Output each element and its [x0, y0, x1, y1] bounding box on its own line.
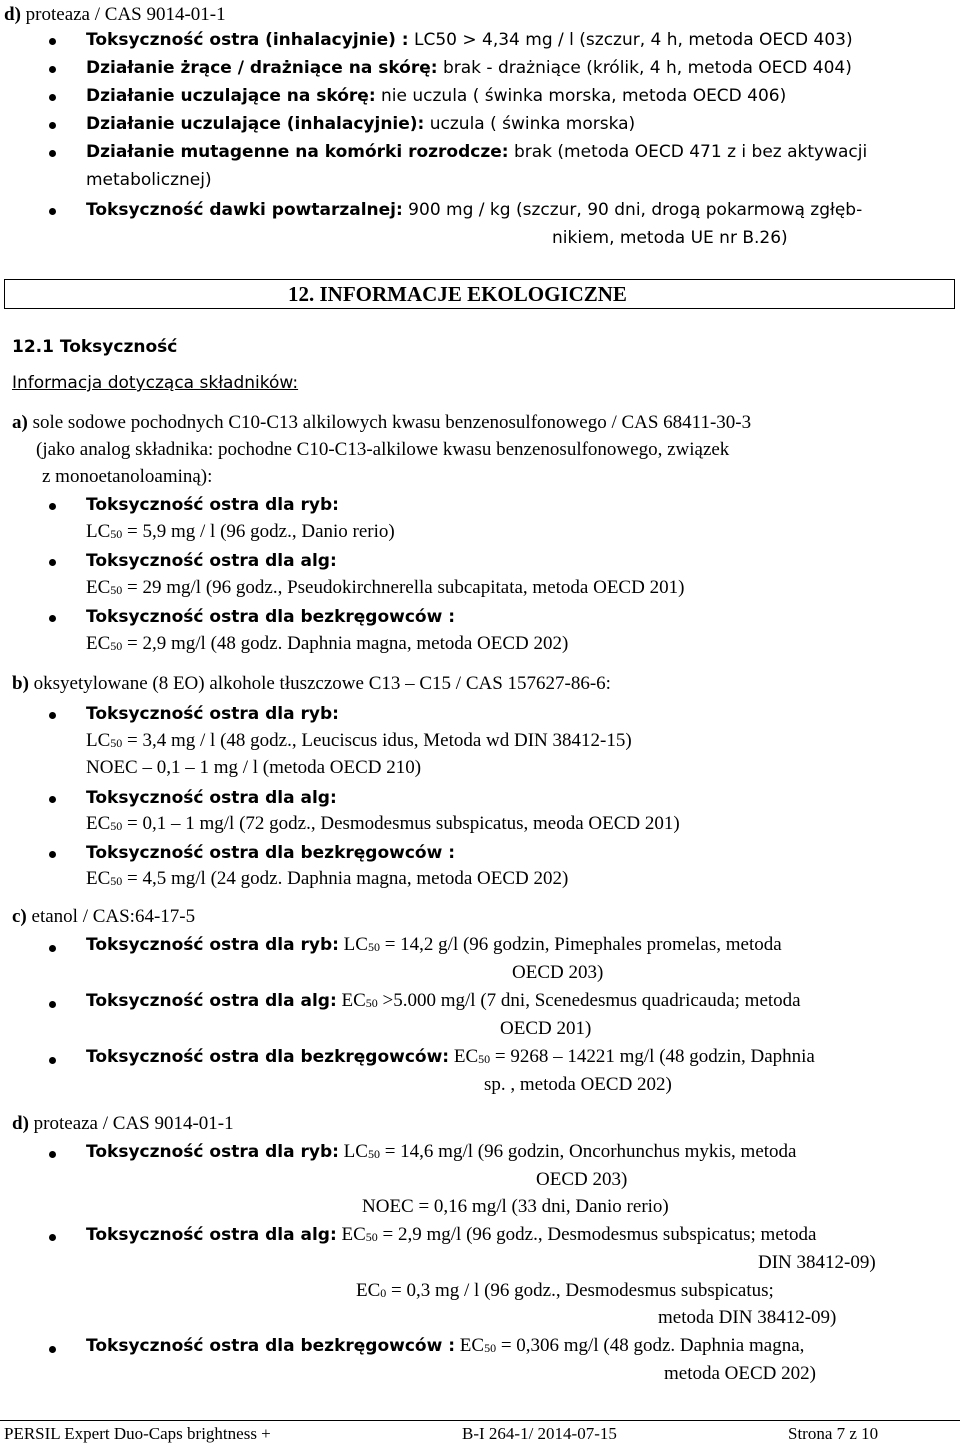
bullet-icon [49, 66, 56, 73]
component-c-line1 [12, 906, 195, 928]
d-inv-value-sub: 50 [484, 1341, 497, 1355]
d-algae-cont: DIN 38412-09) [758, 1252, 876, 1273]
section-title: 12. INFORMACJE EKOLOGICZNE [288, 282, 627, 306]
component-d-prefix: d) [12, 1113, 29, 1134]
c-inv-label: Toksyczność ostra dla bezkręgowców: [86, 1047, 450, 1067]
top-item-5-cont: metabolicznej) [86, 170, 212, 190]
c-fish-cont: OECD 203) [512, 962, 604, 983]
d-algae-row [86, 1224, 816, 1246]
bullet-icon [49, 712, 56, 719]
c-algae-cont: OECD 201) [500, 1018, 592, 1039]
top-item-2-text: brak - drażniące (królik, 4 h, metoda OECD 404) [437, 58, 852, 78]
component-b-name: oksyetylowane (8 EO) alkohole tłuszczowe C13 – C15 / CAS 157627-86-6: [28, 673, 611, 694]
b-fish-value [86, 730, 632, 752]
component-a-name: sole sodowe pochodnych C10-C13 alkilowych kwasu benzenosulfonowego / CAS 68411-30-3 [27, 412, 752, 433]
d-algae-label: Toksyczność ostra dla alg: [86, 1225, 337, 1245]
top-heading-prefix: d) [4, 4, 21, 25]
a-algae-value-pre: EC [86, 577, 111, 598]
d-fish-cont: OECD 203) [536, 1169, 628, 1190]
bullet-icon [49, 796, 56, 803]
bullet-icon [49, 559, 56, 566]
bullet-icon [49, 1151, 56, 1158]
top-item-6-text: 900 mg / kg (szczur, 90 dni, drogą pokarmową zgłęb- [402, 200, 863, 220]
c-fish-label: Toksyczność ostra dla ryb: [86, 935, 339, 955]
b-fish-value-sub: 50 [110, 736, 123, 750]
component-b-line1 [12, 673, 611, 695]
d-algae2-value-post: = 0,3 mg / l (96 godz., Desmodesmus subspicatus; [386, 1280, 774, 1301]
c-inv-row [86, 1046, 815, 1068]
bullet-icon [49, 851, 56, 858]
b-fish-value-pre: LC [86, 730, 111, 751]
footer-rule [0, 1420, 960, 1421]
bullet-icon [49, 1346, 56, 1353]
top-item-5-label: Działanie mutagenne na komórki rozrodcze: [86, 142, 509, 162]
d-fish-value [339, 1141, 797, 1162]
top-item-1-label: Toksyczność ostra (inhalacyjnie) : [86, 30, 409, 50]
d-fish-value-pre: LC [338, 1141, 368, 1162]
a-algae-label: Toksyczność ostra dla alg: [86, 551, 337, 571]
d-algae2-cont: metoda DIN 38412-09) [658, 1307, 837, 1328]
c-inv-value-pre: EC [449, 1046, 479, 1067]
d-inv-value [455, 1335, 804, 1356]
top-item-6 [86, 200, 862, 220]
top-item-4-text: uczula ( świnka morska) [424, 114, 636, 134]
c-inv-value [449, 1046, 815, 1067]
c-algae-value-sub: 50 [365, 996, 378, 1010]
c-algae-value-pre: EC [336, 990, 366, 1011]
b-fish-label: Toksyczność ostra dla ryb: [86, 704, 339, 724]
a-fish-value-post: = 5,9 mg / l (96 godz., Danio rerio) [122, 521, 395, 542]
b-algae-value-pre: EC [86, 813, 111, 834]
top-item-5-text: brak (metoda OECD 471 z i bez aktywacji [508, 142, 868, 162]
b-fish-value-post: = 3,4 mg / l (48 godz., Leuciscus idus, Metoda wd DIN 38412-15) [122, 730, 632, 751]
subsection-heading: 12.1 Toksyczność [12, 337, 178, 357]
d-fish-value-sub: 50 [367, 1147, 380, 1161]
bullet-icon [49, 1057, 56, 1064]
a-fish-value-sub: 50 [110, 527, 123, 541]
top-item-3 [86, 86, 786, 106]
d-inv-label: Toksyczność ostra dla bezkręgowców : [86, 1336, 456, 1356]
footer-product: PERSIL Expert Duo-Caps brightness + [4, 1424, 271, 1443]
component-c-name: etanol / CAS:64-17-5 [26, 906, 196, 927]
c-algae-value [337, 990, 801, 1011]
d-fish-label: Toksyczność ostra dla ryb: [86, 1142, 339, 1162]
a-fish-value-pre: LC [86, 521, 111, 542]
top-heading [4, 4, 226, 26]
component-d-name: proteaza / CAS 9014-01-1 [28, 1113, 234, 1134]
top-item-5 [86, 142, 867, 162]
top-item-1-text: LC50 > 4,34 mg / l (szczur, 4 h, metoda OECD 403) [408, 30, 853, 50]
component-c-prefix: c) [12, 906, 27, 927]
top-item-1 [86, 30, 853, 50]
bullet-icon [49, 503, 56, 510]
component-d-line1 [12, 1113, 234, 1135]
top-item-2-label: Działanie żrące / drażniące na skórę: [86, 58, 438, 78]
footer-page-number: Strona 7 z 10 [788, 1424, 879, 1443]
d-inv-value-post: = 0,306 mg/l (48 godz. Daphnia magna, [496, 1335, 805, 1356]
d-algae-value-pre: EC [336, 1224, 366, 1245]
b-algae-value-sub: 50 [110, 819, 123, 833]
c-fish-value [339, 934, 782, 955]
a-fish-value [86, 521, 395, 543]
c-algae-value-post: >5.000 mg/l (7 dni, Scenedesmus quadricauda; metoda [377, 990, 801, 1011]
bullet-icon [49, 38, 56, 45]
c-algae-label: Toksyczność ostra dla alg: [86, 991, 337, 1011]
d-inv-cont: metoda OECD 202) [664, 1363, 816, 1384]
d-fish-row [86, 1141, 796, 1163]
component-b-prefix: b) [12, 673, 29, 694]
bullet-icon [49, 150, 56, 157]
top-item-3-label: Działanie uczulające na skórę: [86, 86, 376, 106]
a-inv-label: Toksyczność ostra dla bezkręgowców : [86, 607, 456, 627]
a-inv-value-sub: 50 [110, 639, 123, 653]
a-inv-value-post: = 2,9 mg/l (48 godz. Daphnia magna, metoda OECD 202) [122, 633, 569, 654]
top-item-3-text: nie uczula ( świnka morska, metoda OECD 406) [375, 86, 787, 106]
footer-doc-id: B-I 264-1/ 2014-07-15 [462, 1424, 617, 1443]
d-fish-value-post: = 14,6 mg/l (96 godzin, Oncorhunchus mykis, metoda [379, 1141, 797, 1162]
component-a-line3: z monoetanoloaminą): [42, 466, 213, 487]
a-algae-value-sub: 50 [110, 583, 123, 597]
b-fish-noec: NOEC – 0,1 – 1 mg / l (metoda OECD 210) [86, 757, 422, 778]
bullet-icon [49, 615, 56, 622]
b-algae-value-post: = 0,1 – 1 mg/l (72 godz., Desmodesmus subspicatus, meoda OECD 201) [122, 813, 680, 834]
d-algae2-value-sub: 0 [380, 1286, 387, 1300]
c-fish-value-post: = 14,2 g/l (96 godzin, Pimephales promelas, metoda [379, 934, 782, 955]
d-algae-value-post: = 2,9 mg/l (96 godz., Desmodesmus subspicatus; metoda [377, 1224, 817, 1245]
top-item-6-cont: nikiem, metoda UE nr B.26) [552, 228, 788, 248]
bullet-icon [49, 208, 56, 215]
d-fish-noec: NOEC = 0,16 mg/l (33 dni, Danio rerio) [362, 1196, 669, 1217]
b-algae-label: Toksyczność ostra dla alg: [86, 788, 337, 808]
c-algae-row [86, 990, 801, 1012]
a-algae-value [86, 577, 684, 599]
bullet-icon [49, 1234, 56, 1241]
b-inv-value-pre: EC [86, 868, 111, 889]
b-inv-value-post: = 4,5 mg/l (24 godz. Daphnia magna, metoda OECD 202) [122, 868, 569, 889]
c-inv-value-post: = 9268 – 14221 mg/l (48 godzin, Daphnia [490, 1046, 815, 1067]
top-item-6-label: Toksyczność dawki powtarzalnej: [86, 200, 403, 220]
a-inv-value-pre: EC [86, 633, 111, 654]
top-item-2 [86, 58, 852, 78]
b-inv-value-sub: 50 [110, 874, 123, 888]
d-inv-row [86, 1335, 804, 1357]
b-inv-label: Toksyczność ostra dla bezkręgowców : [86, 843, 456, 863]
c-fish-row [86, 934, 782, 956]
d-algae2-value-pre: EC [356, 1280, 381, 1301]
b-algae-value [86, 813, 680, 835]
bullet-icon [49, 945, 56, 952]
component-info-label: Informacja dotycząca składników: [12, 373, 299, 393]
a-inv-value [86, 633, 568, 655]
top-item-4 [86, 114, 635, 134]
a-algae-value-post: = 29 mg/l (96 godz., Pseudokirchnerella subcapitata, metoda OECD 201) [122, 577, 685, 598]
a-fish-label: Toksyczność ostra dla ryb: [86, 495, 339, 515]
bullet-icon [49, 94, 56, 101]
c-fish-value-pre: LC [338, 934, 368, 955]
d-algae-value-sub: 50 [365, 1230, 378, 1244]
d-algae-value [337, 1224, 817, 1245]
top-heading-text: proteaza / CAS 9014-01-1 [20, 4, 226, 25]
top-item-4-label: Działanie uczulające (inhalacyjnie): [86, 114, 425, 134]
d-algae2-value [356, 1280, 774, 1302]
component-a-line2: (jako analog składnika: pochodne C10-C13-alkilowe kwasu benzenosulfonowego, związek [36, 439, 730, 460]
component-a-prefix: a) [12, 412, 28, 433]
d-inv-value-pre: EC [455, 1335, 485, 1356]
b-inv-value [86, 868, 568, 890]
bullet-icon [49, 1001, 56, 1008]
bullet-icon [49, 122, 56, 129]
c-inv-cont: sp. , metoda OECD 202) [484, 1074, 672, 1095]
component-a-line1 [12, 412, 751, 434]
c-inv-value-sub: 50 [478, 1052, 491, 1066]
c-fish-value-sub: 50 [367, 940, 380, 954]
